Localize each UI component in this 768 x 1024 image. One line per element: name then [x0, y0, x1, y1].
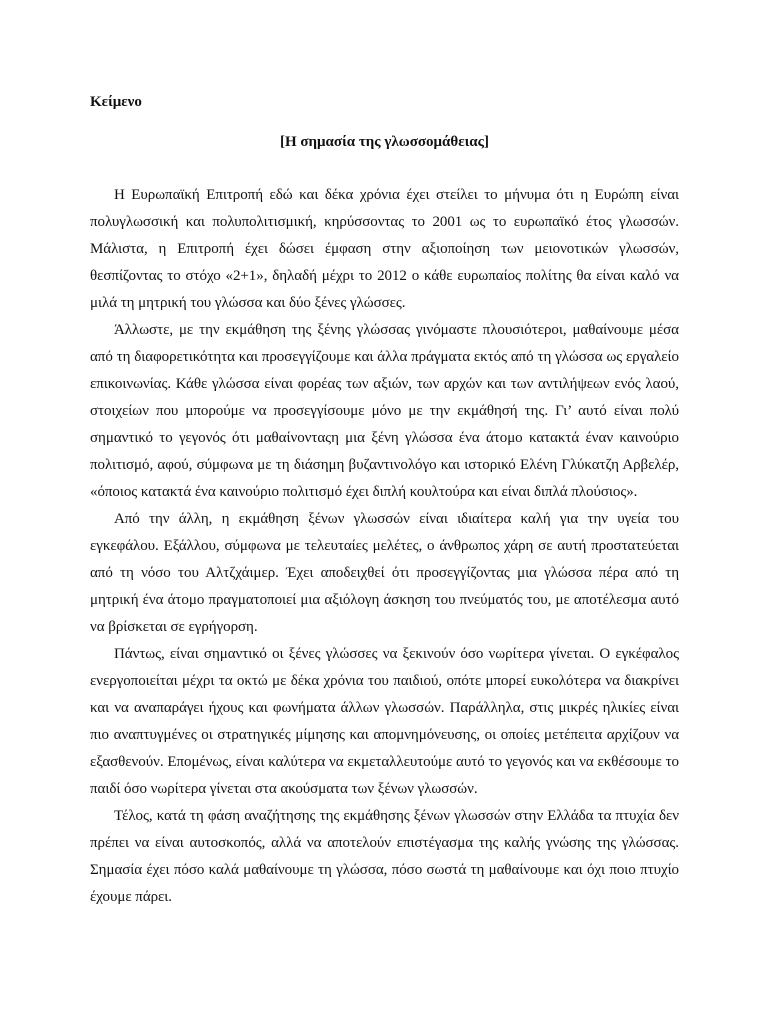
document-body	[90, 182, 679, 911]
document-title: [Η σημασία της γλωσσομάθειας]	[279, 134, 490, 150]
paragraph-2: Άλλωστε, με την εκμάθηση της ξένης γλώσσας γινόμαστε πλουσιότεροι, μαθαίνουμε μέσα από τη διαφορετικότητα και προσεγγίζουμε και άλλα πράγματα εκτός από τη γλώσσα ως εργαλείο επικοινωνίας. Κάθε γλώσσα είναι φορέας των αξιών, των αρχών και των αντιλήψεων ενός λαού, στοιχείων που μπορούμε να προσεγγίσουμε μόνο με την εκμάθησή της. Γι’ αυτό είναι πολύ σημαντικό το γεγονός ότι μαθαίνονταςη μια ξένη γλώσσα ένα άτομο κατακτά έναν καινούριο πολιτισμό, αφού, σύμφωνα με τη διάσημη βυζαντινολόγο και ιστορικό Ελένη Γλύκατζη Αρβελέρ, «όποιος κατακτά ένα καινούριο πολιτισμό έχει διπλή κουλτούρα και είναι διπλά πλούσιος».	[90, 322, 679, 500]
paragraph-1: Η Ευρωπαϊκή Επιτροπή εδώ και δέκα χρόνια έχει στείλει το μήνυμα ότι η Ευρώπη είναι πολυγλωσσική και πολυπολιτισμική, κηρύσσοντας το 2001 ως το ευρωπαϊκό έτος γλωσσών. Μάλιστα, η Επιτροπή έχει δώσει έμφαση στην αξιοποίηση των μειονοτικών γλωσσών, θεσπίζοντας το στόχο «2+1», δηλαδή μέχρι το 2012 ο κάθε ευρωπαίος πολίτης θα είναι καλό να μιλά τη μητρική του γλώσσα και δύο ξένες γλώσσες.	[90, 187, 679, 311]
paragraph-4: Πάντως, είναι σημαντικό οι ξένες γλώσσες να ξεκινούν όσο νωρίτερα γίνεται. Ο εγκέφαλος ενεργοποιείται μέχρι τα οκτώ με δέκα χρόνια του παιδιού, οπότε μπορεί ευκολότερα να διακρίνει και να αναπαράγει ήχους και φωνήματα άλλων γλωσσών. Παράλληλα, στις μικρές ηλικίες είναι πιο αναπτυγμένες οι στρατηγικές μίμησης και απομνημόνευσης, οι οποίες μετέπειτα αρχίζουν να εξασθενούν. Επομένως, είναι καλύτερα να εκμεταλλευτούμε αυτό το γεγονός και να εκθέσουμε το παιδί όσο νωρίτερα γίνεται στα ακούσματα των ξένων γλωσσών.	[90, 646, 679, 797]
paragraph-3: Από την άλλη, η εκμάθηση ξένων γλωσσών είναι ιδιαίτερα καλή για την υγεία του εγκεφάλου. Εξάλλου, σύμφωνα με τελευταίες μελέτες, ο άνθρωπος χάρη σε αυτή προστατεύεται από τη νόσο του Αλτζχάιμερ. Έχει αποδειχθεί ότι προσεγγίζοντας μια γλώσσα πέρα από τη μητρική ένα άτομο πραγματοποιεί μια αξιόλογη άσκηση του πνεύματός του, με αποτέλεσμα αυτό να βρίσκεται σε εγρήγορση.	[90, 511, 679, 635]
section-heading: Κείμενο	[90, 94, 142, 110]
paragraph-5: Τέλος, κατά τη φάση αναζήτησης της εκμάθησης ξένων γλωσσών στην Ελλάδα τα πτυχία δεν πρέπει να είναι αυτοσκοπός, αλλά να αποτελούν επιστέγασμα της καλής γνώσης της γλώσσας. Σημασία έχει πόσο καλά μαθαίνουμε τη γλώσσα, πόσο σωστά τη μαθαίνουμε και όχι ποιο πτυχίο έχουμε πάρει.	[90, 808, 679, 905]
